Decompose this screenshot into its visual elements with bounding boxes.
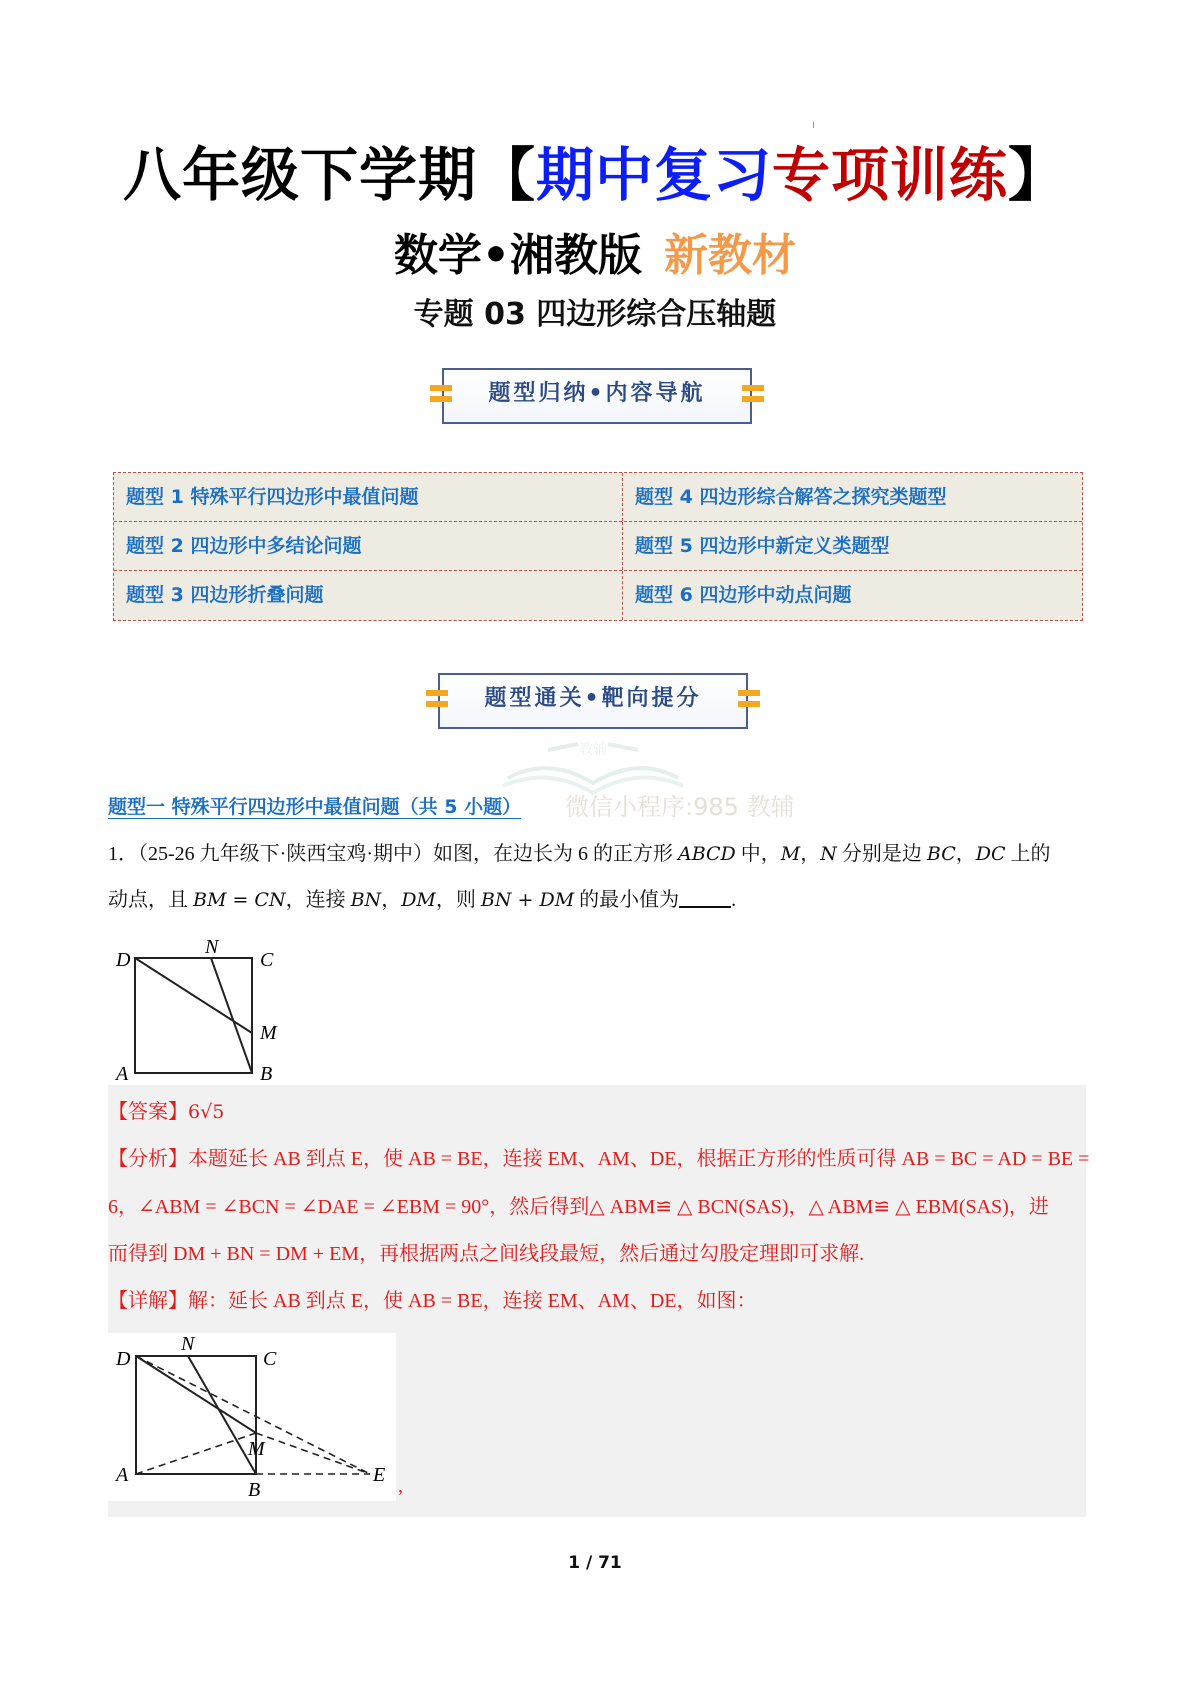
math-bc: BC [926,843,956,865]
page-number: 1 / 71 [568,1553,622,1573]
figure-square-with-extension [108,1333,396,1501]
math-m: M [780,843,801,865]
answer-label: 【答案】 [108,1101,188,1123]
question-number: 1． [108,843,138,865]
title-part-1: 八年级下学期【 [122,141,536,209]
question-1-line-1 [108,830,1088,878]
title-part-red: 专项训练 [772,141,1009,209]
question-source: （25-26 九年级下·陕西宝鸡·期中） [138,843,433,865]
answer-blank[interactable] [679,888,731,908]
answer-line [108,1098,1088,1126]
question-text: 如图，在边长为 6 的正方形 [432,843,678,865]
svg-text:N: N [181,1333,195,1355]
analysis-text: 本题延长 AB 到点 E，使 AB = BE，连接 EM、AM、DE，根据正方形的性质可得 AB = BC = AD = BE = [188,1148,1090,1170]
title-part-close: 】 [1008,141,1068,209]
question-1-line-2 [108,876,1088,924]
math-n: N [820,843,837,865]
svg-text:M: M [260,1022,277,1044]
practice-banner [418,673,768,729]
figure-2-comma: , [398,1475,403,1497]
section-heading[interactable]: 题型一 特殊平行四边形中最值问题（共 5 小题） [108,796,522,818]
analysis-label: 【分析】 [108,1148,188,1170]
analysis-line-2: 6，∠ABM = ∠BCN = ∠DAE = ∠EBM = 90°，然后得到△ ABM≌ △ BCN(SAS)，△ ABM≌ △ EBM(SAS)，进 [108,1196,1049,1218]
question-text: 的最小值为 [574,889,680,911]
detail-line [108,1287,1088,1315]
banner-bars-right-icon [738,690,760,710]
math-dm: DM [401,889,436,911]
svg-text:教辅: 教辅 [579,742,607,758]
question-text: 中， [735,843,781,865]
svg-text:A: A [116,1063,129,1084]
subtitle-edition: 新教材 [664,230,797,281]
math-bn: BN [350,889,382,911]
analysis-line-1 [108,1145,1088,1173]
math-square: ABCD [677,843,736,865]
toc-table [113,472,1083,621]
svg-text:M: M [248,1438,265,1460]
toc-row [114,571,1082,620]
topic-title: 专题 03 四边形综合压轴题 [413,297,777,332]
question-text: . [731,889,737,911]
question-text: 上的 [1005,843,1051,865]
question-text: ， [955,843,976,865]
math-sum: BN + DM [480,889,575,911]
document-subtitle [0,228,1190,284]
question-text: ，则 [435,889,481,911]
svg-text:A: A [116,1464,129,1486]
svg-text:D: D [116,949,131,971]
watermark-text: 微信小程序:985 教辅 [565,793,795,821]
toc-banner [422,368,772,424]
question-text: 动点，且 [108,889,193,911]
document-title [0,140,1190,210]
question-text: ， [381,889,402,911]
toc-item-6[interactable]: 题型 6 四边形中动点问题 [635,584,852,606]
banner-label: 题型归纳•内容导航 [488,381,706,406]
analysis-line-3: 而得到 DM + BN = DM + EM，再根据两点之间线段最短，然后通过勾股定理即可求解. [108,1243,865,1265]
figure-square-abcd [108,936,298,1084]
detail-label: 【详解】 [108,1290,188,1312]
svg-text:E: E [373,1464,386,1486]
detail-text: 解：延长 AB 到点 E，使 AB = BE，连接 EM、AM、DE，如图： [188,1290,757,1312]
question-text: ， [800,843,821,865]
toc-row [114,473,1082,522]
toc-item-2[interactable]: 题型 2 四边形中多结论问题 [114,522,623,570]
svg-text:B: B [260,1063,273,1084]
toc-item-4[interactable]: 题型 4 四边形综合解答之探究类题型 [635,486,947,508]
svg-text:C: C [260,949,274,971]
math-condition: BM = CN [193,889,286,911]
svg-text:C: C [263,1348,277,1370]
question-text: ，连接 [285,889,351,911]
banner-bars-right-icon [742,385,764,405]
math-dc: DC [975,843,1006,865]
banner-label: 题型通关•靶向提分 [484,686,702,711]
toc-item-1[interactable]: 题型 1 特殊平行四边形中最值问题 [114,473,623,521]
answer-value: 6√5 [188,1101,225,1123]
toc-item-5[interactable]: 题型 5 四边形中新定义类题型 [635,535,890,557]
svg-text:N: N [205,936,219,958]
svg-text:D: D [116,1348,131,1370]
page-tick-mark [813,122,814,128]
title-part-blue: 期中复习 [535,141,772,209]
subtitle-subject: 数学•湘教版 [393,230,643,281]
question-text: 分别是边 [836,843,927,865]
toc-item-3[interactable]: 题型 3 四边形折叠问题 [114,571,623,620]
svg-text:B: B [248,1479,261,1501]
toc-row [114,522,1082,571]
